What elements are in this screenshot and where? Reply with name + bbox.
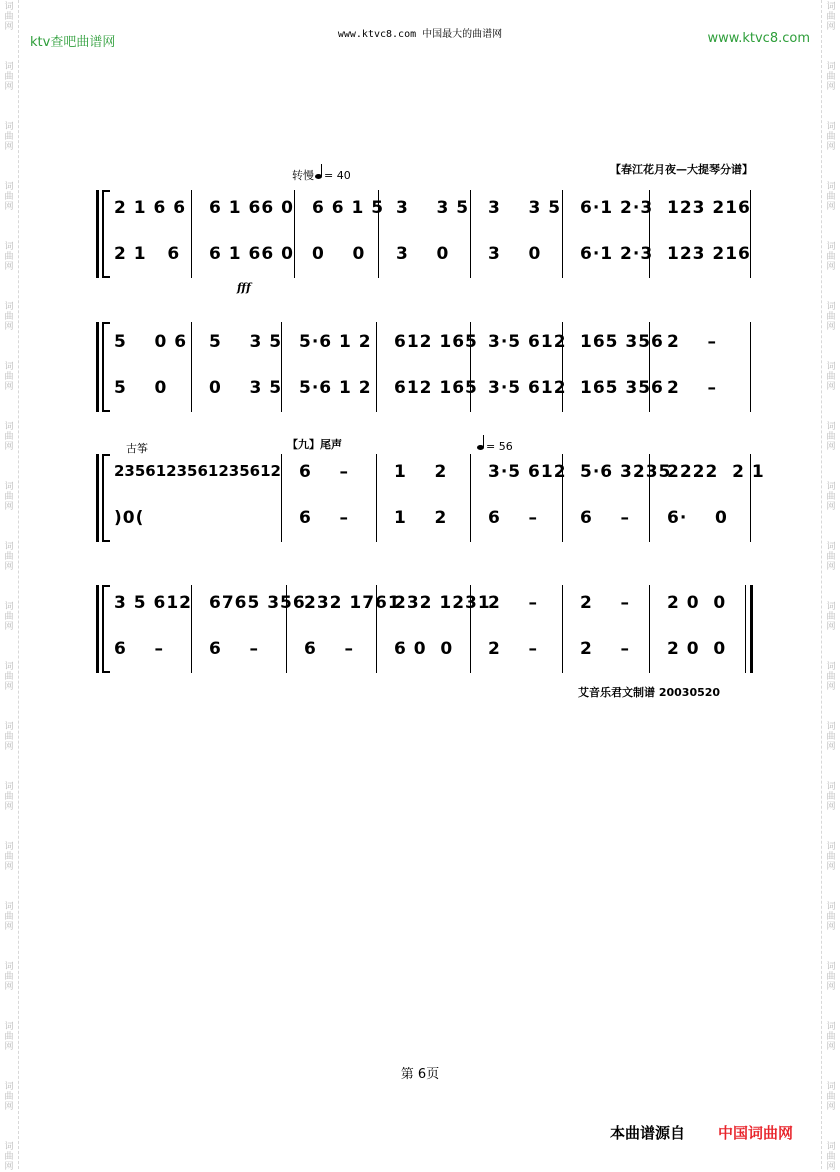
watermark-text: 词 曲 网: [4, 362, 14, 392]
upper-staff-measure: 6 1 66 0: [209, 198, 294, 218]
watermark-text: 词 曲 网: [4, 602, 14, 632]
watermark-text: 词 曲 网: [826, 2, 836, 32]
system-bracket: [102, 454, 110, 542]
watermark-text: 词 曲 网: [4, 62, 14, 92]
system-bracket: [102, 190, 110, 278]
left-watermark-strip: [0, 0, 19, 1172]
upper-staff-measure: 232 1231: [394, 593, 491, 613]
barline: [191, 190, 192, 278]
score-system-2: [96, 322, 750, 412]
barline: [376, 454, 377, 542]
upper-staff-measure: 6·1 2·3: [580, 198, 654, 218]
upper-staff-measure: 3 5 612: [114, 593, 192, 613]
lower-staff-measure: 3 0: [488, 244, 542, 264]
watermark-text: 词 曲 网: [826, 1082, 836, 1112]
upper-staff-measure: 5 3 5: [209, 332, 283, 352]
system-bracket-line: [96, 585, 99, 673]
lower-staff-measure: 6 1 66 0: [209, 244, 294, 264]
lower-staff-measure: 5·6 1 2: [299, 378, 372, 398]
watermark-text: 词 曲 网: [4, 122, 14, 152]
watermark-text: 词 曲 网: [826, 422, 836, 452]
upper-staff-measure: 5·6 3235: [580, 462, 672, 482]
slowdown-label: 转慢: [292, 169, 314, 182]
lower-staff-measure: 6 –: [209, 639, 260, 659]
lower-staff-measure: 2 –: [667, 378, 718, 398]
upper-staff-measure: 1 2: [394, 462, 448, 482]
barline: [562, 585, 563, 673]
upper-staff-measure: 5·6 1 2: [299, 332, 372, 352]
system-bracket: [102, 585, 110, 673]
watermark-text: 词 曲 网: [826, 962, 836, 992]
barline: [562, 190, 563, 278]
tempo-marking-1: [292, 167, 351, 183]
watermark-text: 词 曲 网: [826, 1022, 836, 1052]
watermark-text: 词 曲 网: [826, 842, 836, 872]
lower-staff-measure: 5 0: [114, 378, 168, 398]
watermark-text: 词 曲 网: [4, 722, 14, 752]
upper-staff-measure: 612 165: [394, 332, 478, 352]
watermark-text: 词 曲 网: [4, 842, 14, 872]
watermark-text: 词 曲 网: [826, 602, 836, 632]
upper-staff-measure: 232 1761: [304, 593, 401, 613]
upper-staff-measure: 3·5 612: [488, 332, 567, 352]
watermark-text: 词 曲 网: [826, 722, 836, 752]
lower-staff-measure: 6 –: [114, 639, 165, 659]
page-number: 第 6页: [400, 1067, 440, 1082]
source-prefix: 本曲谱源自: [610, 1124, 686, 1142]
watermark-text: 词 曲 网: [826, 782, 836, 812]
barline: [281, 454, 282, 542]
watermark-text: 词 曲 网: [826, 242, 836, 272]
watermark-text: 词 曲 网: [4, 782, 14, 812]
watermark-text: 词 曲 网: [826, 1142, 836, 1172]
upper-staff-measure: 165 356: [580, 332, 664, 352]
tempo-marking-2: [476, 440, 513, 453]
upper-staff-measure: 3 3 5: [488, 198, 562, 218]
lower-staff-measure: 0 3 5: [209, 378, 283, 398]
watermark-text: 词 曲 网: [4, 1022, 14, 1052]
guzheng-label: 古筝: [126, 442, 148, 455]
watermark-text: 词 曲 网: [4, 302, 14, 332]
watermark-text: 词 曲 网: [4, 902, 14, 932]
quarter-note-icon: [315, 174, 322, 179]
lower-staff-measure: 6 –: [488, 508, 539, 528]
upper-staff-measure: 123 216: [667, 198, 751, 218]
watermark-text: 词 曲 网: [826, 482, 836, 512]
score-title: 【春江花月夜—大提琴分谱】: [610, 163, 753, 176]
tempo-value-2: = 56: [486, 440, 513, 453]
watermark-text: 词 曲 网: [4, 1082, 14, 1112]
upper-staff-measure: 6 6 1 5: [312, 198, 385, 218]
upper-staff-measure: 2 –: [580, 593, 631, 613]
upper-staff-measure: 3·5 612: [488, 462, 567, 482]
upper-staff-measure: 3 3 5: [396, 198, 470, 218]
watermark-text: 词 曲 网: [4, 182, 14, 212]
upper-staff-measure: 2222 2 1: [667, 462, 765, 482]
upper-staff-measure: 2 –: [488, 593, 539, 613]
lower-staff-measure: 1 2: [394, 508, 448, 528]
system-bracket-line: [96, 190, 99, 278]
lower-staff-measure: 6·1 2·3: [580, 244, 654, 264]
score-system-1: [96, 190, 750, 278]
upper-staff-measure: 2356123561235612: [114, 462, 281, 480]
system-bracket-line: [96, 322, 99, 412]
upper-staff-measure: 6 –: [299, 462, 350, 482]
lower-staff-measure: 612 165: [394, 378, 478, 398]
watermark-text: 词 曲 网: [4, 542, 14, 572]
lower-staff-measure: 6 –: [304, 639, 355, 659]
system-bracket: [102, 322, 110, 412]
watermark-text: 词 曲 网: [4, 962, 14, 992]
barline: [750, 585, 753, 673]
quarter-note-icon-2: [477, 445, 484, 450]
tempo-value-1: = 40: [324, 169, 351, 182]
upper-staff-measure: 2 0 0: [667, 593, 727, 613]
barline: [750, 322, 751, 412]
fff-dynamic: fff: [237, 281, 251, 294]
score-system-4: [96, 585, 750, 673]
lower-staff-measure: 6 –: [299, 508, 350, 528]
upper-staff-measure: 2 –: [667, 332, 718, 352]
header-center-text: www.ktvc8.com 中国最大的曲谱网: [337, 29, 503, 40]
system-bracket-line: [96, 454, 99, 542]
watermark-text: 词 曲 网: [826, 902, 836, 932]
watermark-text: 词 曲 网: [826, 302, 836, 332]
lower-staff-measure: 165 356: [580, 378, 664, 398]
lower-staff-measure: 6 –: [580, 508, 631, 528]
barline: [294, 190, 295, 278]
lower-staff-measure: 2 –: [580, 639, 631, 659]
watermark-text: 词 曲 网: [4, 1142, 14, 1172]
barline: [470, 190, 471, 278]
lower-staff-measure: 2 –: [488, 639, 539, 659]
lower-staff-measure: 2 0 0: [667, 639, 727, 659]
upper-staff-measure: 6765 356: [209, 593, 306, 613]
upper-staff-measure: 2 1 6 6: [114, 198, 187, 218]
credit-line: 艾音乐君文制谱 20030520: [578, 686, 721, 699]
watermark-text: 词 曲 网: [4, 662, 14, 692]
header-left-site[interactable]: ktv查吧曲谱网: [30, 35, 116, 50]
watermark-text: 词 曲 网: [826, 542, 836, 572]
barline: [649, 585, 650, 673]
lower-staff-measure: 6· 0: [667, 508, 728, 528]
watermark-text: 词 曲 网: [826, 62, 836, 92]
lower-staff-measure: 123 216: [667, 244, 751, 264]
right-watermark-strip: [821, 0, 840, 1172]
watermark-text: 词 曲 网: [826, 662, 836, 692]
source-site-link[interactable]: 中国词曲网: [718, 1124, 794, 1142]
section-nine-label: 【九】尾声: [287, 438, 342, 451]
barline: [470, 454, 471, 542]
upper-staff-measure: 5 0 6: [114, 332, 188, 352]
lower-staff-measure: 3 0: [396, 244, 450, 264]
lower-staff-measure: 0 0: [312, 244, 366, 264]
header-right-url[interactable]: www.ktvc8.com: [707, 31, 810, 46]
watermark-text: 词 曲 网: [4, 482, 14, 512]
watermark-text: 词 曲 网: [4, 242, 14, 272]
lower-staff-measure: )0(: [114, 508, 145, 528]
barline: [191, 322, 192, 412]
barline: [745, 585, 746, 673]
watermark-text: 词 曲 网: [826, 362, 836, 392]
watermark-text: 词 曲 网: [4, 2, 14, 32]
score-system-3: [96, 454, 765, 542]
barline: [376, 322, 377, 412]
lower-staff-measure: 2 1 6: [114, 244, 181, 264]
watermark-text: 词 曲 网: [826, 122, 836, 152]
watermark-text: 词 曲 网: [4, 422, 14, 452]
lower-staff-measure: 6 0 0: [394, 639, 454, 659]
watermark-text: 词 曲 网: [826, 182, 836, 212]
lower-staff-measure: 3·5 612: [488, 378, 567, 398]
